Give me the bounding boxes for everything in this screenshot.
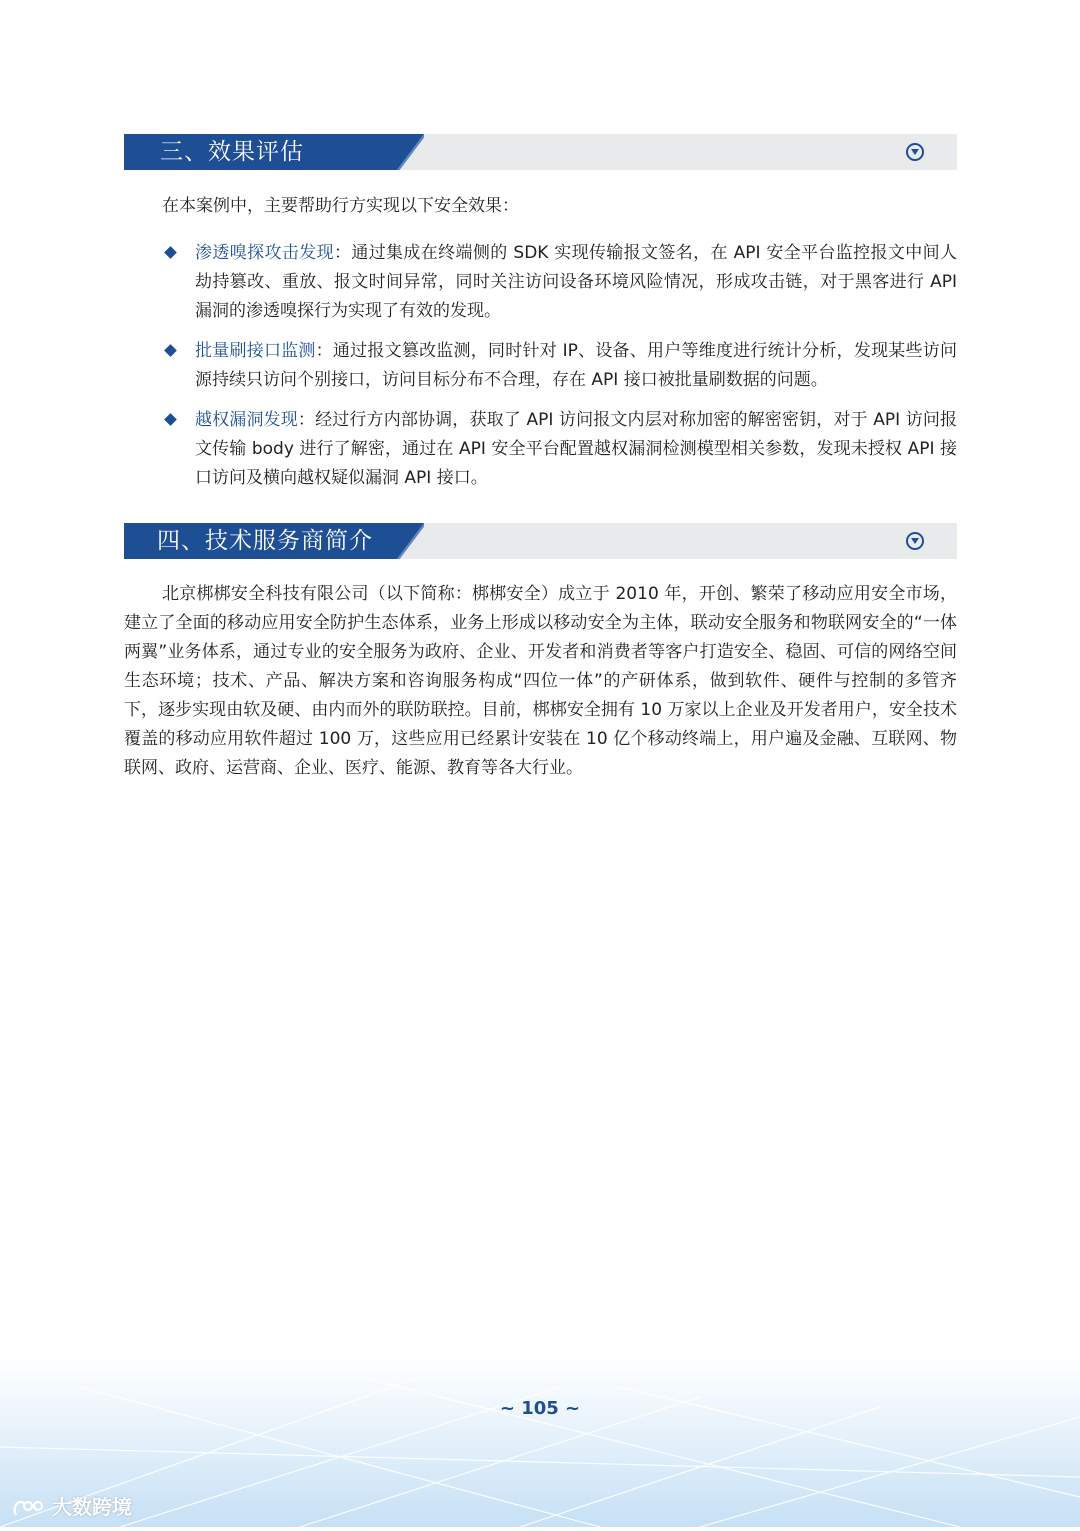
diamond-bullet-icon — [164, 413, 177, 426]
bullet-term: 渗透嗅探攻击发现 — [195, 243, 334, 263]
section-3-title: 三、效果评估 — [160, 139, 304, 165]
chevron-down-circle-icon[interactable] — [906, 532, 924, 550]
company-intro-paragraph: 北京梆梆安全科技有限公司（以下简称：梆梆安全）成立于 2010 年，开创、繁荣了移动应用安全市场，建立了全面的移动应用安全防护生态体系，业务上形成以移动安全为主体，联动安全服务和物联网安全的“一体两翼”业务体系，通过专业的安全服务为政府、企业、开发者和消费者等客户打造安全、稳固、可信的网络空间生态环境；技术、产品、解决方案和咨询服务构成“四位一体”的产研体系，做到软件、硬件与控制的多管齐下，逐步实现由软及硬、由内而外的联防联控。目前，梆梆安全拥有 10 万家以上企业及开发者用户，安全技术覆盖的移动应用软件超过 100 万，这些应用已经累计安装在 10 亿个移动终端上，用户遍及金融、互联网、物联网、政府、运营商、企业、医疗、能源、教育等各大行业。 — [124, 584, 957, 778]
chevron-down-circle-icon[interactable] — [906, 143, 924, 161]
section-4-header — [124, 523, 957, 559]
list-item — [166, 406, 957, 493]
diamond-bullet-icon — [164, 246, 177, 259]
section-3-intro: 在本案例中，主要帮助行方实现以下安全效果： — [162, 196, 519, 216]
watermark-logo-icon — [12, 1497, 48, 1521]
section-4-title: 四、技术服务商简介 — [157, 528, 373, 554]
watermark-text: 大数跨境 — [52, 1495, 132, 1519]
footer-lines — [0, 1357, 1080, 1527]
bullet-text: ：通过报文篡改监测，同时针对 IP、设备、用户等维度进行统计分析，发现某些访问源持续只访问个别接口，访问目标分布不合理，存在 API 接口被批量刷数据的问题。 — [195, 341, 958, 390]
section-3-header — [124, 134, 957, 170]
watermark — [12, 1490, 132, 1524]
bullet-text: ：通过集成在终端侧的 SDK 实现传输报文签名，在 API 安全平台监控报文中间人劫持篡改、重放、报文时间异常，同时关注访问设备环境风险情况，形成攻击链，对于黑客进行 API 漏洞的渗透嗅探行为实现了有效的发现。 — [195, 243, 958, 321]
bullet-term: 越权漏洞发现 — [195, 410, 298, 430]
bullet-term: 批量刷接口监测 — [195, 341, 316, 361]
list-item — [166, 239, 957, 326]
page-number: ~ 105 ~ — [499, 1398, 581, 1419]
bullet-text: ：经过行方内部协调，获取了 API 访问报文内层对称加密的解密密钥，对于 API 访问报文传输 body 进行了解密，通过在 API 安全平台配置越权漏洞检测模型相关参数，发现未授权 API 接口访问及横向越权疑似漏洞 API 接口。 — [195, 410, 957, 488]
footer-decoration — [0, 1357, 1080, 1527]
list-item — [166, 337, 957, 395]
diamond-bullet-icon — [164, 344, 177, 357]
